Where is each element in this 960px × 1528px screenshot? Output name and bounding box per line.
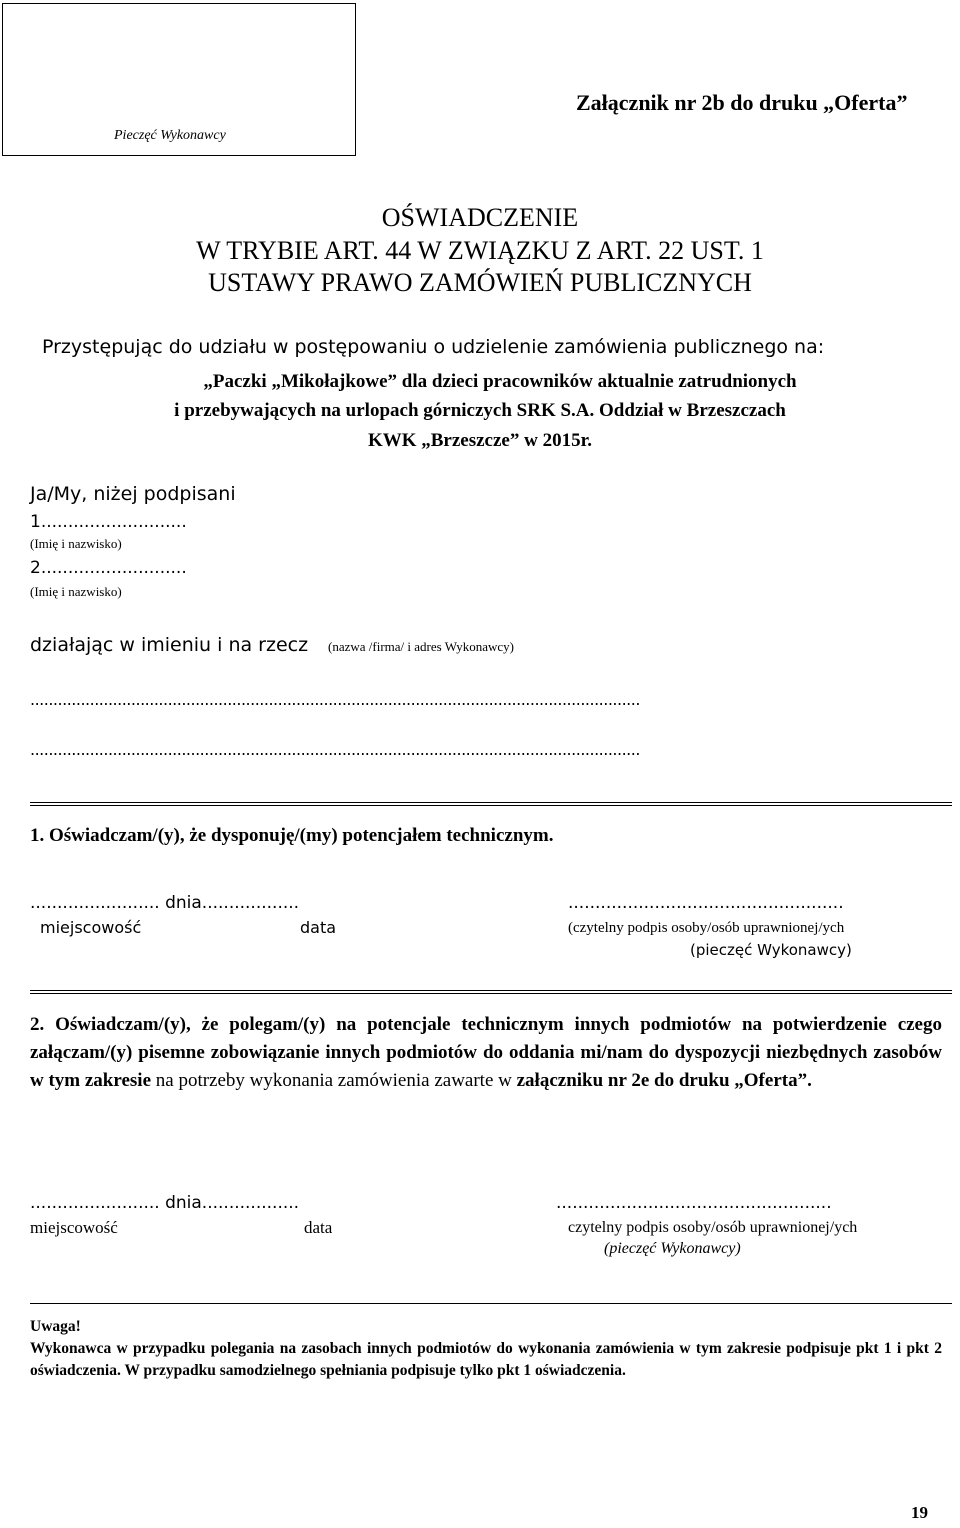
statement-2-signature-field: ...................................................: [556, 1193, 832, 1213]
contractor-address-line-1: .....................................................................................................................................: [30, 690, 640, 709]
statement-1-stamp-label: (pieczęć Wykonawcy): [690, 941, 852, 959]
subject-line-3: KWK „Brzeszcze” w 2015r.: [367, 430, 593, 451]
statement-1-signature-label: (czytelny podpis osoby/osób uprawnionej/ych: [568, 920, 845, 936]
signatory-1-hint: (Imię i nazwisko): [30, 536, 122, 551]
subject-line-2: i przebywających na urlopach górniczych SRK S.A. Oddział w Brzeszczach: [174, 400, 786, 421]
statement-2-signature-label: czytelny podpis osoby/osób uprawnionej/ych: [568, 1219, 858, 1236]
annex-label: Załącznik nr 2b do druku „Oferta”: [576, 90, 908, 115]
document-title: OŚWIADCZENIE: [381, 203, 579, 232]
section-divider-1: [30, 802, 952, 806]
statement-1-place-label: miejscowość: [40, 918, 142, 937]
stamp-label: Pieczęć Wykonawcy: [114, 128, 226, 143]
title-line-3: USTAWY PRAWO ZAMÓWIEŃ PUBLICZNYCH: [208, 268, 752, 297]
contractor-address-line-2: .....................................................................................................................................: [30, 740, 640, 759]
title-line-2: W TRYBIE ART. 44 W ZWIĄZKU Z ART. 22 UST. 1: [196, 236, 764, 265]
statement-1-signature-field: ...................................................: [568, 893, 844, 913]
signatories-heading: Ja/My, niżej podpisani: [30, 483, 236, 505]
note-text: Wykonawca w przypadku polegania na zasobach innych podmiotów do wykonania zamówienia w tym zakresie podpisuje pkt 1 i pkt 2 oświadczenia. W przypadku samodzielnego spełniania podpisuje tylko pkt 1 oświadczenia.: [30, 1340, 942, 1379]
signatory-2-field: 2...........................: [30, 558, 187, 578]
statement-2-place-date: ........................ dnia..................: [30, 1193, 300, 1213]
acting-text: działając w imieniu i na rzecz: [30, 634, 309, 656]
statement-2-text: na potrzeby wykonania zamówienia zawarte w: [151, 1070, 517, 1091]
statement-1-place-date: ........................ dnia..................: [30, 893, 300, 913]
statement-2-annex-ref: załączniku nr 2e do druku „Oferta”.: [516, 1070, 812, 1091]
note-heading: Uwaga!: [30, 1318, 81, 1335]
signatory-1-field: 1...........................: [30, 512, 187, 532]
page-number: 19: [911, 1503, 928, 1522]
intro-text: Przystępując do udziału w postępowaniu o udzielenie zamówienia publicznego na:: [42, 336, 825, 358]
signatory-2-hint: (Imię i nazwisko): [30, 584, 122, 599]
statement-1: 1. Oświadczam/(y), że dysponuję/(my) potencjałem technicznym.: [30, 825, 554, 846]
section-divider-3: [30, 1303, 952, 1304]
statement-2-stamp-label: (pieczęć Wykonawcy): [604, 1240, 741, 1257]
statement-2-place-label: miejscowość: [30, 1218, 118, 1237]
statement-1-date-label: data: [300, 918, 337, 937]
statement-2-bold-text: Oświadczam/(y), że polegam/(y) na potencjale technicznym innych podmiotów na potwierdzenie czego załączam/(y) pisemne zobowiązanie innych podmiotów do oddania mi/nam do dyspozycji niezbędnych zasobów w tym zakresie: [30, 1014, 942, 1091]
section-divider-2: [30, 990, 952, 994]
statement-2: [30, 1011, 942, 1095]
subject-line-1: „Paczki „Mikołajkowe” dla dzieci pracowników aktualnie zatrudnionych: [203, 371, 797, 392]
statement-2-number: 2.: [30, 1014, 45, 1035]
note: [30, 1316, 942, 1382]
statement-2-date-label: data: [304, 1218, 333, 1237]
acting-hint: (nazwa /firma/ i adres Wykonawcy): [328, 639, 514, 654]
